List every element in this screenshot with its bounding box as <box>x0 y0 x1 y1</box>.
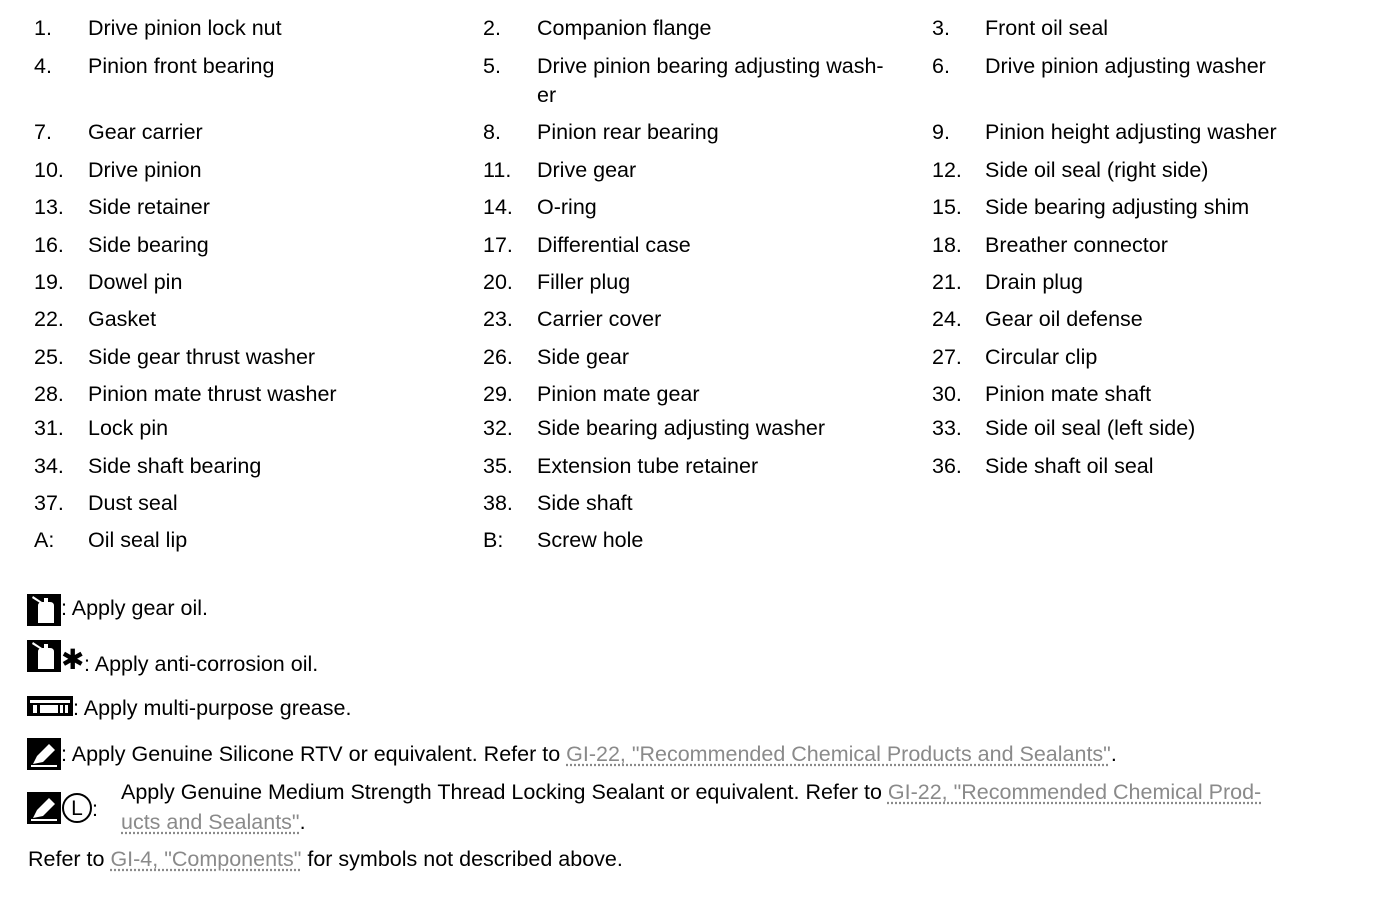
part-item <box>34 268 474 297</box>
part-name: Companion flange <box>537 16 712 40</box>
part-item <box>34 52 474 81</box>
part-name: Side shaft bearing <box>88 454 262 478</box>
part-number: 19. <box>34 270 64 294</box>
part-number: 38. <box>483 491 513 515</box>
part-number: A: <box>34 528 55 552</box>
part-number: 32. <box>483 416 513 440</box>
part-name: Dowel pin <box>88 270 183 294</box>
part-number: 22. <box>34 307 64 331</box>
part-item <box>932 156 1372 185</box>
part-name: Front oil seal <box>985 16 1109 40</box>
part-item <box>483 380 923 409</box>
part-number: 18. <box>932 233 962 257</box>
part-name: Gear carrier <box>88 120 203 144</box>
part-name: Drive pinion <box>88 158 202 182</box>
part-item <box>932 305 1372 334</box>
part-name: Pinion height adjusting washer <box>985 120 1277 144</box>
part-item <box>483 118 923 147</box>
part-name: Gear oil defense <box>985 307 1143 331</box>
legend-thread-end: . <box>299 810 306 834</box>
locking-circle-icon <box>61 792 93 824</box>
part-number: 24. <box>932 307 962 331</box>
part-item <box>34 14 474 43</box>
part-name: Pinion mate thrust washer <box>88 382 337 406</box>
part-item <box>34 489 474 518</box>
part-item <box>34 343 474 372</box>
components-reference-link[interactable]: GI-4, "Components" <box>110 847 302 871</box>
legend-silicone <box>61 740 1117 769</box>
part-number: 21. <box>932 270 962 294</box>
part-name-continued: er <box>537 83 557 107</box>
part-item <box>34 231 474 260</box>
part-name: Filler plug <box>537 270 631 294</box>
part-item <box>932 14 1372 43</box>
part-item <box>932 414 1372 443</box>
thread-reference-link-2[interactable]: ucts and Sealants" <box>121 810 300 834</box>
part-item <box>932 52 1372 81</box>
grease-gun-icon <box>27 696 73 716</box>
oil-can-star-icon <box>27 640 61 672</box>
legend-refer-components <box>28 845 623 874</box>
part-item <box>483 231 923 260</box>
part-number: 35. <box>483 454 513 478</box>
part-number: 16. <box>34 233 64 257</box>
part-number: 6. <box>932 54 950 78</box>
part-number: 34. <box>34 454 64 478</box>
part-number: 13. <box>34 195 64 219</box>
part-item <box>34 380 474 409</box>
legend-thread-line-2 <box>121 808 306 837</box>
legend-silicone-end: . <box>1110 742 1117 766</box>
part-name: Drive pinion lock nut <box>88 16 282 40</box>
part-number: 4. <box>34 54 52 78</box>
part-number: 31. <box>34 416 64 440</box>
part-name: Breather connector <box>985 233 1168 257</box>
part-item <box>34 305 474 334</box>
part-item <box>34 118 474 147</box>
part-name: Drain plug <box>985 270 1083 294</box>
part-number: 10. <box>34 158 64 182</box>
part-number: 2. <box>483 16 501 40</box>
locking-letter: L <box>71 797 83 820</box>
part-number: 26. <box>483 345 513 369</box>
part-number: 12. <box>932 158 962 182</box>
part-item <box>483 414 923 443</box>
part-name: Pinion rear bearing <box>537 120 719 144</box>
part-number: 28. <box>34 382 64 406</box>
part-number: 36. <box>932 454 962 478</box>
part-item <box>483 156 923 185</box>
part-number: 3. <box>932 16 950 40</box>
legend-anti-corrosion: : Apply anti-corrosion oil. <box>84 652 319 676</box>
part-item <box>483 305 923 334</box>
part-name: Side shaft <box>537 491 633 515</box>
part-item <box>483 489 923 518</box>
part-item <box>932 268 1372 297</box>
part-number: 25. <box>34 345 64 369</box>
thread-lock-icon <box>27 792 61 824</box>
part-number: 23. <box>483 307 513 331</box>
part-name: Side gear thrust washer <box>88 345 316 369</box>
part-item <box>483 14 923 43</box>
part-name: Dust seal <box>88 491 178 515</box>
part-name: Drive gear <box>537 158 637 182</box>
part-name: Side retainer <box>88 195 210 219</box>
part-name: Lock pin <box>88 416 169 440</box>
refer-end: for symbols not described above. <box>301 847 623 871</box>
part-name: Pinion mate shaft <box>985 382 1152 406</box>
part-item <box>483 52 923 110</box>
part-item <box>34 193 474 222</box>
part-number: 9. <box>932 120 950 144</box>
asterisk-icon: ✱ <box>61 644 85 675</box>
part-number: 37. <box>34 491 64 515</box>
part-item <box>34 526 474 555</box>
part-item <box>34 414 474 443</box>
part-number: 17. <box>483 233 513 257</box>
part-number: 5. <box>483 54 501 78</box>
part-item <box>483 268 923 297</box>
part-name: Carrier cover <box>537 307 662 331</box>
silicone-reference-link[interactable]: GI-22, "Recommended Chemical Products and Sealants" <box>566 742 1111 766</box>
part-item <box>932 231 1372 260</box>
part-name: O-ring <box>537 195 597 219</box>
part-name: Drive pinion adjusting washer <box>985 54 1266 78</box>
part-item <box>483 193 923 222</box>
sealant-tube-icon <box>27 738 61 770</box>
part-item <box>932 343 1372 372</box>
legend-thread-text: Apply Genuine Medium Strength Thread Locking Sealant or equivalent. Refer to <box>121 780 888 804</box>
part-number: 33. <box>932 416 962 440</box>
part-name: Extension tube retainer <box>537 454 759 478</box>
thread-reference-link-1[interactable]: GI-22, "Recommended Chemical Prod- <box>887 780 1262 804</box>
part-name: Side oil seal (left side) <box>985 416 1196 440</box>
part-number: 7. <box>34 120 52 144</box>
part-item <box>932 118 1372 147</box>
part-name: Side bearing adjusting washer <box>537 416 826 440</box>
part-name: Pinion mate gear <box>537 382 700 406</box>
legend-thread-colon: : <box>92 797 98 821</box>
part-name: Side oil seal (right side) <box>985 158 1209 182</box>
part-number: B: <box>483 528 504 552</box>
part-number: 14. <box>483 195 513 219</box>
part-name: Side bearing adjusting shim <box>985 195 1250 219</box>
part-number: 29. <box>483 382 513 406</box>
part-name: Gasket <box>88 307 157 331</box>
part-item <box>932 193 1372 222</box>
oil-can-icon <box>27 594 61 626</box>
part-name: Side gear <box>537 345 630 369</box>
legend-grease: : Apply multi-purpose grease. <box>73 696 352 720</box>
part-item <box>932 380 1372 409</box>
part-name: Side shaft oil seal <box>985 454 1154 478</box>
part-item <box>483 343 923 372</box>
part-number: 8. <box>483 120 501 144</box>
part-number: 27. <box>932 345 962 369</box>
part-name: Drive pinion bearing adjusting wash- <box>537 54 884 78</box>
part-number: 1. <box>34 16 52 40</box>
legend-silicone-text: : Apply Genuine Silicone RTV or equivalent. Refer to <box>61 742 567 766</box>
part-number: 11. <box>483 158 512 182</box>
legend-thread-line-1 <box>121 778 1261 807</box>
part-item <box>483 526 923 555</box>
part-item <box>34 156 474 185</box>
part-item <box>932 452 1372 481</box>
part-number: 15. <box>932 195 962 219</box>
part-name: Pinion front bearing <box>88 54 275 78</box>
part-name: Circular clip <box>985 345 1098 369</box>
part-name: Side bearing <box>88 233 209 257</box>
part-number: 20. <box>483 270 513 294</box>
part-name: Differential case <box>537 233 691 257</box>
refer-text: Refer to <box>28 847 111 871</box>
part-number: 30. <box>932 382 962 406</box>
legend-gear-oil: : Apply gear oil. <box>61 596 209 620</box>
part-item <box>483 452 923 481</box>
part-name: Oil seal lip <box>88 528 188 552</box>
part-item <box>34 452 474 481</box>
part-name: Screw hole <box>537 528 644 552</box>
